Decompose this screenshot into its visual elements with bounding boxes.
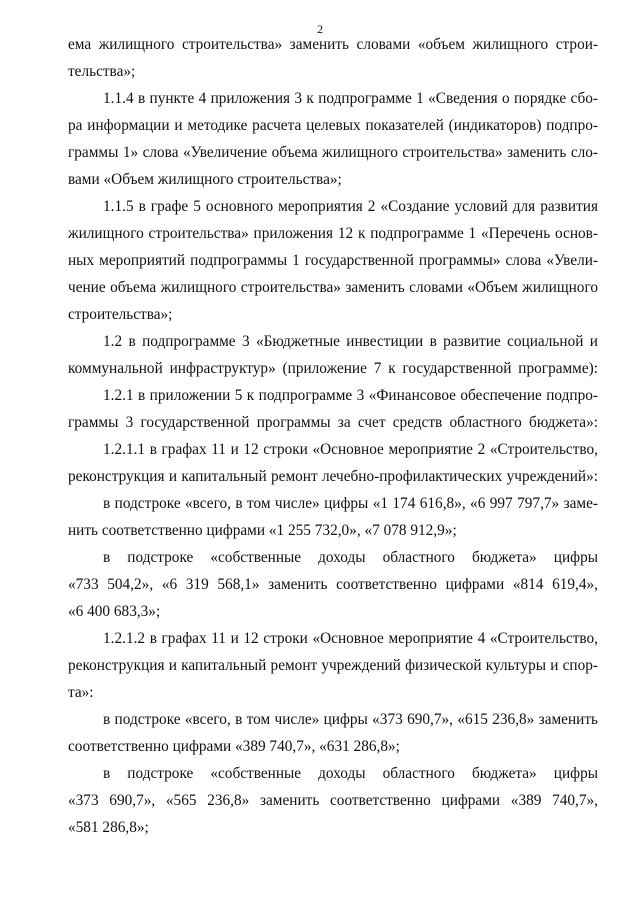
text-line: вами «Объем жилищного строительства»; bbox=[68, 171, 342, 188]
text-line: тельства»; bbox=[68, 63, 136, 80]
text-line: граммы 1» слова «Увеличение объема жилищного строительства» заменить сло- bbox=[68, 144, 598, 161]
page-number: 2 bbox=[317, 22, 323, 36]
text-line: жилищного строительства» приложения 12 к подпрограмме 1 «Перечень основ- bbox=[68, 225, 598, 242]
text-line: 1.2.1 в приложении 5 к подпрограмме 3 «Финансовое обеспечение подпро- bbox=[103, 387, 598, 404]
text-line: реконструкция и капитальный ремонт лечебно-профилактических учреждений»: bbox=[68, 468, 598, 485]
text-line: в подстроке «собственные доходы областного бюджета» цифры bbox=[103, 549, 598, 566]
text-line: 1.2.1.2 в графах 11 и 12 строки «Основное мероприятие 4 «Строительство, bbox=[103, 630, 598, 647]
text-line: строительства»; bbox=[68, 306, 173, 323]
text-line: «581 286,8»; bbox=[68, 819, 149, 836]
text-line: граммы 3 государственной программы за счет средств областного бюджета»: bbox=[68, 414, 598, 431]
text-line: та»: bbox=[68, 684, 94, 701]
text-line: в подстроке «всего, в том числе» цифры «1 174 616,8», «6 997 797,7» заме- bbox=[103, 495, 598, 512]
text-line: реконструкция и капитальный ремонт учреждений физической культуры и спор- bbox=[68, 657, 598, 674]
text-line: 1.1.5 в графе 5 основного мероприятия 2 «Создание условий для развития bbox=[103, 198, 598, 215]
text-line: «373 690,7», «565 236,8» заменить соответственно цифрами «389 740,7», bbox=[68, 792, 598, 809]
text-line: ных мероприятий подпрограммы 1 государственной программы» слова «Увели- bbox=[68, 252, 598, 269]
text-line: соответственно цифрами «389 740,7», «631 286,8»; bbox=[68, 738, 400, 755]
text-line: в подстроке «всего, в том числе» цифры «373 690,7», «615 236,8» заменить bbox=[103, 711, 598, 728]
text-line: «733 504,2», «6 319 568,1» заменить соответственно цифрами «814 619,4», bbox=[68, 576, 598, 593]
text-line: в подстроке «собственные доходы областного бюджета» цифры bbox=[103, 765, 598, 782]
text-line: ра информации и методике расчета целевых показателей (индикаторов) подпро- bbox=[68, 117, 598, 134]
text-line: 1.2 в подпрограмме 3 «Бюджетные инвестиции в развитие социальной и bbox=[103, 333, 598, 350]
text-line: 1.2.1.1 в графах 11 и 12 строки «Основное мероприятие 2 «Строительство, bbox=[103, 441, 598, 458]
text-line: «6 400 683,3»; bbox=[68, 603, 161, 620]
text-line: чение объема жилищного строительства» заменить словами «Объем жилищного bbox=[68, 279, 598, 296]
text-line: 1.1.4 в пункте 4 приложения 3 к подпрограмме 1 «Сведения о порядке сбо- bbox=[103, 90, 598, 107]
text-line: коммунальной инфраструктур» (приложение 7 к государственной программе): bbox=[68, 360, 598, 377]
text-line: ема жилищного строительства» заменить словами «объем жилищного строи- bbox=[68, 36, 598, 53]
text-line: нить соответственно цифрами «1 255 732,0», «7 078 912,9»; bbox=[68, 522, 457, 539]
